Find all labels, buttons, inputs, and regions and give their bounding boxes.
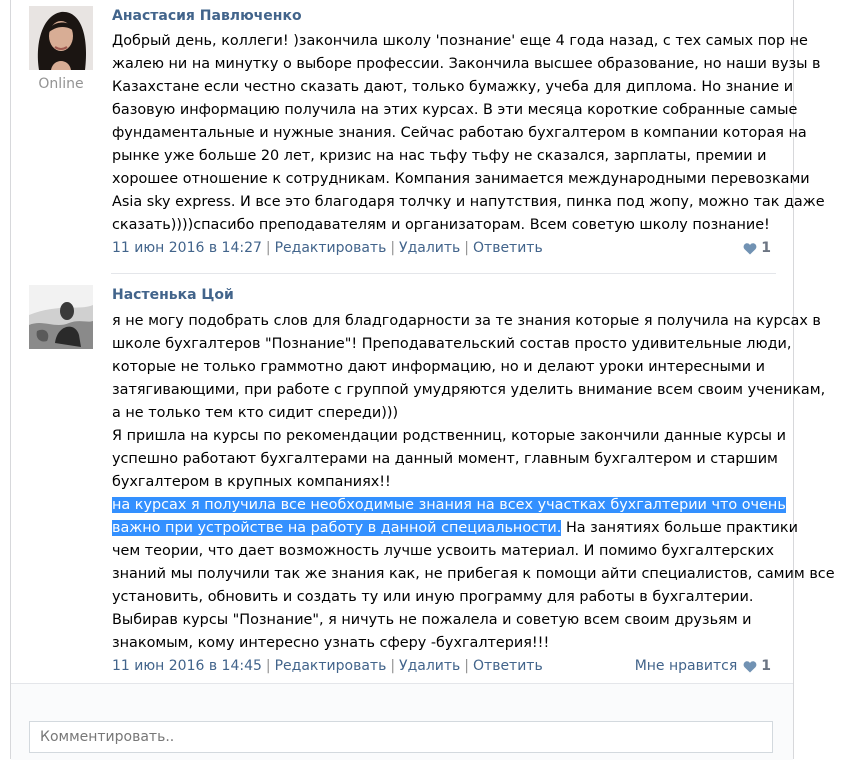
text-line: Добрый день, коллеги! )закончила школу 'познание' еще 4 года назад, с тех самых пор не (112, 33, 808, 49)
avatar-photo-icon (29, 285, 93, 349)
comment-1 (11, 0, 825, 273)
delete-link[interactable]: Удалить (399, 658, 461, 674)
like-button[interactable] (635, 658, 771, 674)
text-line: установить, обновить и создать ту или иную программу для работы в бухгалтерии. (112, 589, 754, 605)
text-line: Asia sky express. И все это благодаря толчку и напутствия, пинка под жопу, можно так даже (112, 194, 825, 210)
avatar[interactable] (29, 6, 93, 70)
comment-text (112, 310, 835, 655)
highlighted-line (112, 494, 786, 517)
text-line: базовую информацию получила на этих курсах. В эти месяца короткие собранные самые (112, 102, 798, 118)
text-line: Выбирав курсы "Познание", я ничуть не пожалела и советую всем своим друзьям и (112, 612, 752, 628)
heart-icon (743, 660, 757, 673)
reply-link[interactable]: Ответить (473, 658, 543, 674)
text-line: которые не только граммотно дают информацию, но и делают уроки интересными и (112, 359, 765, 375)
comment-date-link[interactable]: 11 июн 2016 в 14:45 (112, 658, 262, 674)
highlighted-line (112, 517, 798, 540)
comment-text (112, 30, 825, 237)
text-line: фундаментальные и нужные знания. Сейчас работаю бухгалтером в компании которая на (112, 125, 807, 141)
author-name[interactable]: Настенька Цой (112, 287, 234, 303)
text-line: затягивающими, при работе с группой умудряются уделить внимание всем своим ученикам, (112, 382, 826, 398)
comment-compose-area (11, 683, 793, 760)
text-line: Я пришла на курсы по рекомендации родственниц, которые закончили данные курсы и (112, 428, 786, 444)
separator: | (464, 240, 470, 256)
text-line: сказать))))спасибо преподавателям и организаторам. Всем советую школу познание! (112, 217, 770, 233)
text-line: успешно работают бухгалтерами на данный момент, главным бухгалтером и старшим (112, 451, 778, 467)
selected-text: важно при устройстве на работу в данной специальности. (112, 520, 562, 536)
online-status: Online (38, 76, 84, 92)
comment-date-link[interactable]: 11 июн 2016 в 14:27 (112, 240, 262, 256)
separator: | (265, 658, 271, 674)
text-line: чем теории, что дает возможность лучше усвоить материал. И помимо бухгалтерских (112, 543, 774, 559)
comment-meta (112, 658, 543, 674)
avatar-photo-icon (29, 6, 93, 70)
like-count: 1 (761, 240, 771, 256)
separator: | (390, 240, 396, 256)
text-line: хорошее отношение к сотрудникам. Компания занимается международными перевозками (112, 171, 810, 187)
reply-link[interactable]: Ответить (473, 240, 543, 256)
edit-link[interactable]: Редактировать (274, 240, 387, 256)
text-line: рынке уже больше 20 лет, кризис на нас тьфу тьфу не сказался, зарплаты, премии и (112, 148, 767, 164)
text-line: знаний мы получили так же знания как, не прибегая к помощи айти специалистов, самим все (112, 566, 835, 582)
selected-text: на курсах я получила все необходимые знания на всех участках бухгалтерии что очень (112, 497, 786, 513)
separator: | (390, 658, 396, 674)
text-line: жалею ни на минутку о выборе профессии. Закончила высшее образование, но наши вузы в (112, 56, 821, 72)
heart-icon (743, 242, 757, 255)
comment-meta (112, 240, 543, 256)
like-button[interactable] (737, 240, 771, 256)
text-line: знакомым, кому интересно узнать сферу -бухгалтерия!!! (112, 635, 550, 651)
text-tail: На занятиях больше практики (561, 520, 798, 536)
separator: | (464, 658, 470, 674)
text-line: Казахстане если честно сказать дают, только бумажку, учеба для диплома. Но знание и (112, 79, 794, 95)
text-line: школе бухгалтеров "Познание"! Преподавательский состав просто удивительные люди, (112, 336, 792, 352)
text-line: я не могу подобрать слов для бладгодарности за те знания которые я получила на курсах в (112, 313, 821, 329)
avatar[interactable] (29, 285, 93, 349)
text-line: а не только тем кто сидит спереди))) (112, 405, 399, 421)
delete-link[interactable]: Удалить (399, 240, 461, 256)
like-count: 1 (761, 658, 771, 674)
separator: | (265, 240, 271, 256)
comment-2 (11, 273, 835, 683)
comment-input[interactable] (29, 721, 773, 753)
edit-link[interactable]: Редактировать (274, 658, 387, 674)
like-label: Мне нравится (634, 658, 738, 674)
text-line: бухгалтером в крупных компаниях!! (112, 474, 391, 490)
comments-panel (10, 0, 835, 759)
author-name[interactable]: Анастасия Павлюченко (112, 8, 302, 24)
